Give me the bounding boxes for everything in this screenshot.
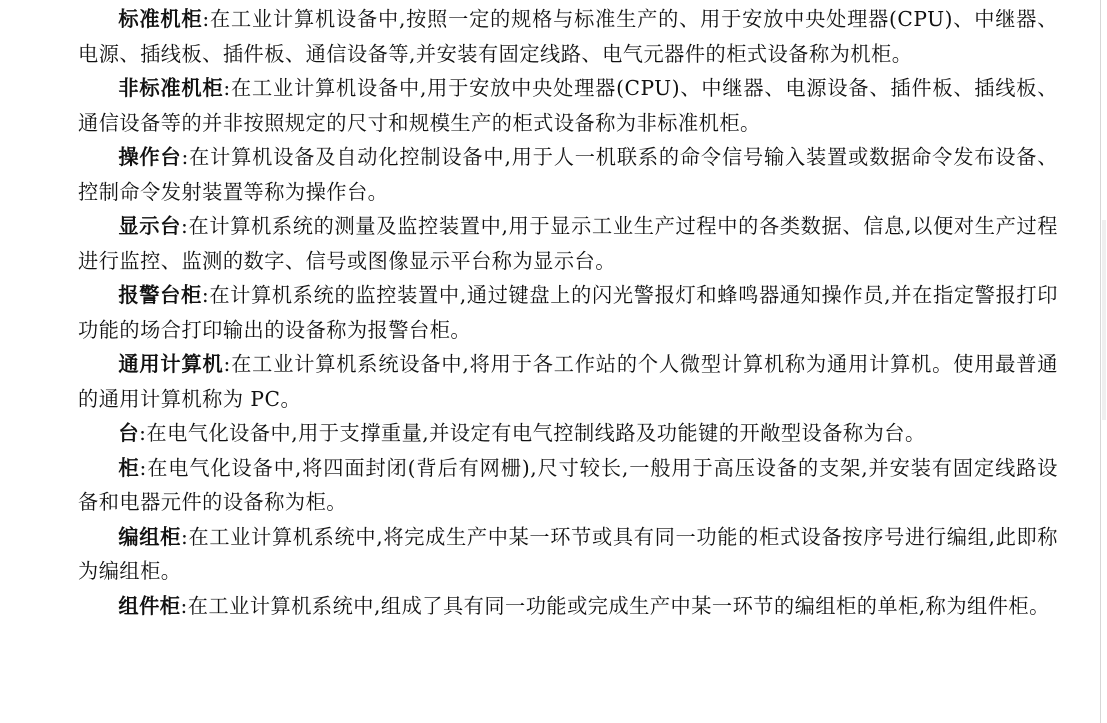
paragraph-standard-cabinet: [78, 2, 1058, 71]
definition-text: :在工业计算机系统中,组成了具有同一功能或完成生产中某一环节的编组柜的单柜,称为组件柜。: [180, 593, 1050, 618]
paragraph-alarm-console: [78, 278, 1058, 347]
definition-text: :在电气化设备中,用于支撑重量,并设定有电气控制线路及功能键的开敞型设备称为台。: [139, 421, 926, 445]
paragraph-operator-console: [78, 140, 1058, 209]
paragraph-nonstandard-cabinet: [78, 71, 1058, 140]
document-text: [78, 2, 1058, 623]
term-label: 标准机柜: [118, 7, 203, 31]
definition-text: :在计算机系统的监控装置中,通过键盘上的闪光警报灯和蜂鸣器通知操作员,并在指定警报打印功能的场合打印输出的设备称为报警台柜。: [78, 283, 1058, 342]
paragraph-display-console: [78, 209, 1058, 278]
term-label: 组件柜: [118, 593, 181, 618]
vertical-scrollbar[interactable]: [1100, 0, 1107, 723]
definition-text: :在工业计算机系统设备中,将用于各工作站的个人微型计算机称为通用计算机。使用最普通的通用计算机称为 PC。: [78, 352, 1058, 411]
definition-text: :在工业计算机系统中,将完成生产中某一环节或具有同一功能的柜式设备按序号进行编组,此即称为编组柜。: [78, 524, 1058, 583]
scrollbar-thumb[interactable]: [1102, 220, 1106, 420]
term-label: 柜: [118, 455, 140, 480]
term-label: 非标准机柜: [118, 76, 224, 100]
paragraph-general-computer: [78, 347, 1058, 416]
term-label: 台: [118, 421, 140, 445]
term-label: 报警台柜: [118, 283, 202, 307]
term-label: 编组柜: [118, 524, 181, 549]
paragraph-component-cabinet: [78, 589, 1058, 624]
definition-text: :在工业计算机设备中,按照一定的规格与标准生产的、用于安放中央处理器(CPU)、中继器、电源、插线板、插件板、通信设备等,并安装有固定线路、电气元器件的柜式设备称为机柜。: [78, 7, 1058, 66]
paragraph-console: [78, 416, 1058, 451]
term-label: 显示台: [118, 214, 181, 238]
definition-text: :在工业计算机设备中,用于安放中央处理器(CPU)、中继器、电源设备、插件板、插线板、通信设备等的并非按照规定的尺寸和规模生产的柜式设备称为非标准机柜。: [78, 76, 1058, 135]
term-label: 操作台: [118, 145, 182, 169]
definition-text: :在电气化设备中,将四面封闭(背后有网栅),尺寸较长,一般用于高压设备的支架,并安装有固定线路设备和电器元件的设备称为柜。: [78, 455, 1058, 514]
definition-text: :在计算机系统的测量及监控装置中,用于显示工业生产过程中的各类数据、信息,以便对生产过程进行监控、监测的数字、信号或图像显示平台称为显示台。: [78, 214, 1058, 273]
paragraph-cabinet: [78, 451, 1058, 520]
paragraph-group-cabinet: [78, 520, 1058, 589]
term-label: 通用计算机: [118, 352, 224, 376]
definition-text: :在计算机设备及自动化控制设备中,用于人一机联系的命令信号输入装置或数据命令发布设备、控制命令发射装置等称为操作台。: [78, 145, 1058, 204]
